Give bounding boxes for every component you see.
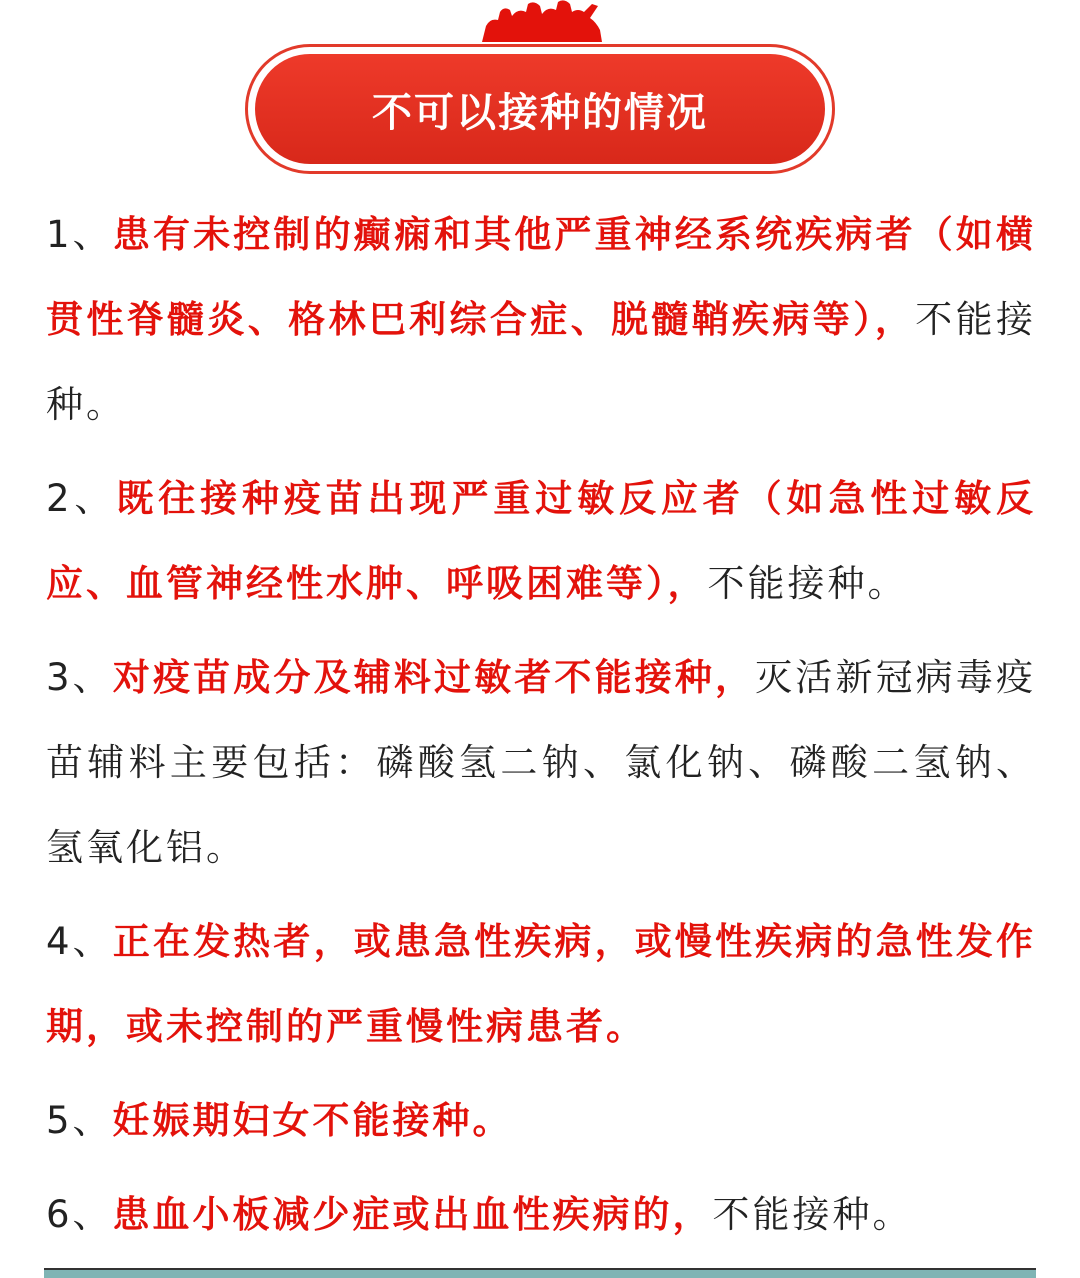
header-banner-fill <box>255 54 825 164</box>
item-plain-text: 不能接种。 <box>707 562 908 605</box>
next-image-edge <box>44 1268 1036 1278</box>
item-number: 1、 <box>46 213 113 256</box>
header-banner <box>245 44 835 174</box>
item-plain-text: 灭活新冠病毒疫苗辅料主要包括：磷酸氢二钠、氯化钠、磷酸二氢钠、氢氧化铝。 <box>46 656 1037 869</box>
page-title: 不可以接种的情况 <box>372 89 708 136</box>
item-number: 2、 <box>46 477 117 520</box>
item-number: 3、 <box>46 656 113 699</box>
item-number: 5、 <box>46 1099 113 1142</box>
list-item <box>46 192 1036 447</box>
item-highlight-text: 正在发热者，或患急性疾病，或慢性疾病的急性发作期，或未控制的严重慢性病患者。 <box>46 920 1037 1048</box>
item-highlight-text: 对疫苗成分及辅料过敏者不能接种， <box>112 656 756 699</box>
list-item <box>46 899 1036 1069</box>
contraindications-list <box>46 192 1036 1257</box>
item-highlight-text: 既往接种疫苗出现严重过敏反应者（如急性过敏反应、血管神经性水肿、呼吸困难等）， <box>46 477 1037 605</box>
crowd-decoration-icon <box>478 0 606 42</box>
item-number: 4、 <box>46 920 113 963</box>
list-item <box>46 1078 1036 1163</box>
item-highlight-text: 患血小板减少症或出血性疾病的， <box>112 1193 713 1236</box>
list-item <box>46 456 1036 626</box>
item-number: 6、 <box>46 1193 113 1236</box>
item-plain-text: 不能接种。 <box>712 1193 913 1236</box>
item-highlight-text: 妊娠期妇女不能接种。 <box>112 1099 513 1142</box>
list-item <box>46 635 1036 890</box>
list-item <box>46 1172 1036 1257</box>
item-highlight-text: 患有未控制的癫痫和其他严重神经系统疾病者（如横贯性脊髓炎、格林巴利综合症、脱髓鞘疾病等）， <box>46 213 1037 341</box>
item-plain-text: 不能接种。 <box>46 298 1037 426</box>
